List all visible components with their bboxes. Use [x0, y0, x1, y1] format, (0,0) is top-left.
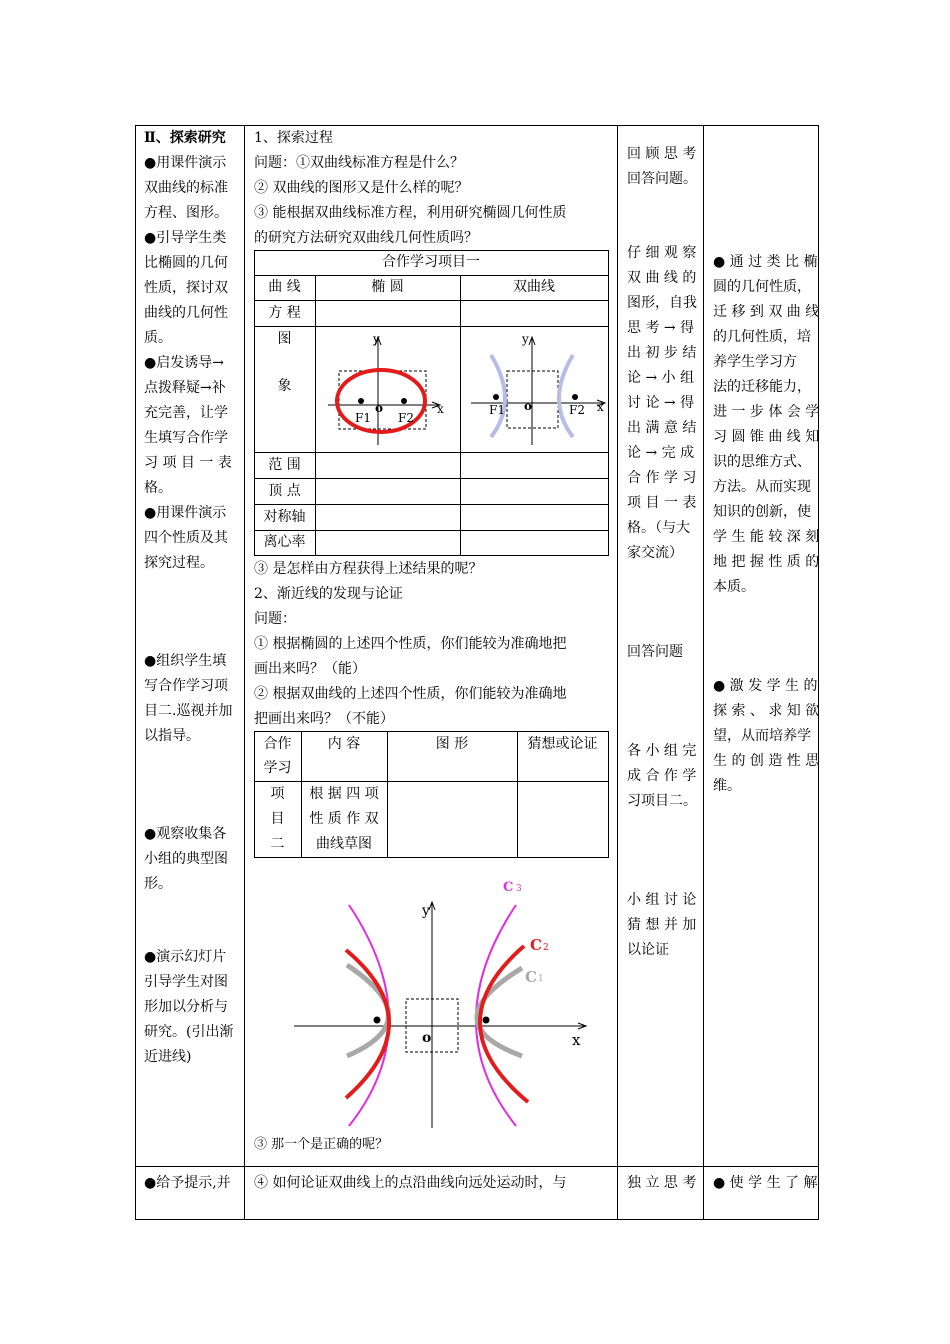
col2-line: ① 根据椭圆的上述四个性质，你们能较为准确地把 — [254, 636, 567, 652]
col4-line: 探 索 、 求 知 欲 — [713, 703, 820, 719]
focus-point-f2 — [401, 398, 407, 404]
section-heading: Ⅱ、探索研究 — [144, 130, 226, 146]
col1-line: 双曲线的标准 — [144, 180, 228, 196]
col3-line: 独 立 思 考 — [627, 1175, 697, 1191]
col4-line: 学 生 能 较 深 刻 — [713, 529, 820, 545]
label-c1-sub: 1 — [538, 974, 544, 984]
table2-header: 合作 — [263, 736, 292, 752]
col1-line: 形。 — [144, 876, 172, 892]
col4-line: 望，从而培养学 — [713, 728, 811, 744]
ellipse-f2-label: F2 — [398, 411, 414, 425]
col3-line: 论 → 完 成 — [627, 445, 695, 461]
col4-line: 养学生学习方 — [713, 354, 797, 370]
col1-line: 以指导。 — [144, 728, 200, 744]
table2-item: 目 — [270, 811, 285, 827]
focus-point-f1 — [358, 398, 364, 404]
col1-line: 四个性质及其 — [144, 530, 228, 546]
col4-line: 圆的几何性质， — [713, 279, 811, 295]
ellipse-f1-label: F1 — [355, 411, 371, 425]
table1-row-label: 离心率 — [263, 534, 306, 550]
col3-line: 回 顾 思 考 — [627, 146, 697, 162]
col3-line: 小 组 讨 论 — [627, 892, 697, 908]
col3-line: 合 作 学 习 — [627, 470, 697, 486]
col1-line: ●用课件演示 — [144, 505, 227, 521]
col1-line: 方程、图形。 — [144, 205, 228, 221]
col3-line: 出 初 步 结 — [627, 345, 697, 361]
col1-line: 近进线) — [144, 1049, 192, 1065]
hyperbola-origin-label: o — [524, 399, 533, 413]
col1-line: 点拨释疑→补 — [144, 380, 226, 396]
ellipse-y-label: y — [373, 332, 380, 346]
focus-point-right — [483, 1017, 490, 1024]
col1-line: 性质，探讨双 — [144, 280, 228, 296]
table1-title: 合作学习项目一 — [382, 254, 480, 270]
focus-point-f1 — [493, 394, 499, 400]
col3-line: 思 考 → 得 — [627, 320, 695, 336]
col4-line: 知识的创新，使 — [713, 504, 811, 520]
table2-item: 项 — [270, 786, 285, 802]
col4-line: 方法。从而实现 — [713, 479, 811, 495]
col2-line: 问题：①双曲线标准方程是什么？ — [254, 155, 464, 171]
big-y-label: y — [422, 903, 430, 919]
col1-line: 引导学生对图 — [144, 974, 228, 990]
hyperbola-right-branch — [559, 355, 573, 437]
ellipse-origin-label: o — [375, 401, 384, 415]
col1-line: 格。 — [144, 480, 172, 496]
focus-point-f2 — [572, 394, 578, 400]
col3-line: 以论证 — [627, 942, 669, 958]
col1-line: 生填写合作学 — [144, 430, 228, 446]
col4-line: 维。 — [713, 778, 741, 794]
col1-line: ●给予提示,并 — [144, 1175, 231, 1191]
col1-line: 研究。(引出渐 — [144, 1024, 234, 1040]
col2-line: ③ 那一个是正确的呢？ — [254, 1137, 389, 1152]
table2-header: 猜想或论证 — [527, 736, 598, 752]
col2-line: ③ 能根据双曲线标准方程，利用研究椭圆几何性质 — [254, 205, 567, 221]
col1-line: ●观察收集各 — [144, 826, 227, 842]
col2-line: 把画出来吗？（不能） — [254, 711, 394, 727]
col3-line: 习项目二。 — [627, 793, 697, 809]
col1-line: 形加以分析与 — [144, 999, 228, 1015]
col4-line: 生 的 创 造 性 思 — [713, 753, 820, 769]
label-c1: C — [525, 968, 537, 986]
col2-line: 1、探索过程 — [254, 130, 333, 146]
hyperbola-f2-label: F2 — [569, 403, 585, 417]
table2-item: 二 — [270, 836, 285, 852]
focus-point-left — [374, 1017, 381, 1024]
col3-line: 讨 论 → 得 — [627, 395, 695, 411]
col1-line: 习 项 目 一 表 — [144, 455, 232, 471]
col1-line: 探究过程。 — [144, 555, 214, 571]
col1-line: ●用课件演示 — [144, 155, 227, 171]
label-c3: C — [503, 880, 514, 895]
col4-line: 识的思维方式、 — [713, 454, 811, 470]
col4-line: ● 通 过 类 比 椭 — [713, 254, 818, 270]
col3-line: 回答问题 — [627, 644, 683, 660]
table2-header: 学习 — [263, 760, 292, 776]
col4-line: 习 圆 锥 曲 线 知 — [713, 429, 820, 445]
col2-line: ③ 是怎样由方程获得上述结果的呢？ — [254, 561, 483, 577]
table1-header: 双曲线 — [513, 279, 555, 295]
hyperbola-f1-label: F1 — [489, 403, 505, 417]
hyperbola-small-figure — [461, 327, 608, 452]
col4-line: 本质。 — [713, 579, 755, 595]
col4-line: 迁 移 到 双 曲 线 — [713, 304, 820, 320]
col1-line: 曲线的几何性 — [144, 305, 228, 321]
col3-line: 项 目 一 表 — [627, 495, 697, 511]
col1-line: 比椭圆的几何 — [144, 255, 228, 271]
table1-row-label: 对称轴 — [263, 509, 306, 525]
col4-line: 法的迁移能力， — [713, 379, 811, 395]
big-origin-label: o — [422, 1030, 432, 1046]
table1-row-label: 范 围 — [268, 457, 301, 473]
table1-row-label: 图 — [277, 331, 292, 347]
curve-c1-left — [347, 965, 389, 1056]
table1-header: 椭 圆 — [371, 279, 404, 295]
col3-line: 出 满 意 结 — [627, 420, 697, 436]
col3-line: 成 合 作 学 — [627, 768, 697, 784]
col4-line: 的几何性质，培 — [713, 329, 811, 345]
col1-line: ●启发诱导→ — [144, 355, 224, 371]
col3-line: 仔 细 观 察 — [627, 245, 697, 261]
col1-line: ●演示幻灯片 — [144, 949, 227, 965]
label-c2-sub: 2 — [543, 943, 549, 953]
col3-line: 猜 想 并 加 — [627, 917, 697, 933]
ellipse-figure — [316, 327, 460, 452]
col4-line: ● 激 发 学 生 的 — [713, 678, 818, 694]
curve-c3-left — [349, 905, 389, 1126]
col3-line: 回答问题。 — [627, 171, 697, 187]
table2-content: 性 质 作 双 — [309, 811, 379, 827]
table1-row-label: 象 — [277, 378, 292, 394]
col2-line: 问题： — [254, 611, 296, 627]
table1-row-label: 顶 点 — [268, 483, 301, 499]
col3-line: 图形，自我 — [627, 295, 697, 311]
col3-line: 家交流） — [627, 545, 683, 561]
label-c2: C — [530, 936, 542, 954]
col1-line: 充完善，让学 — [144, 405, 228, 421]
col4-line: ● 使 学 生 了 解 — [713, 1175, 818, 1191]
col2-line: ② 双曲线的图形又是什么样的呢？ — [254, 180, 469, 196]
col2-line: 2、渐近线的发现与论证 — [254, 586, 403, 602]
table2-header: 内 容 — [327, 736, 361, 752]
col1-line: 目二.巡视并加 — [144, 703, 233, 719]
col2-line: 画出来吗？（能） — [254, 661, 366, 677]
asymptote-figure — [254, 870, 608, 1135]
table2-content: 根 据 四 项 — [309, 786, 379, 802]
col3-line: 各 小 组 完 — [627, 743, 697, 759]
table1-row-label: 方 程 — [268, 305, 301, 321]
col1-line: 质。 — [144, 330, 172, 346]
table1-header: 曲 线 — [268, 279, 301, 295]
col3-line: 格。（与大 — [627, 520, 690, 536]
col2-line: 的研究方法研究双曲线几何性质吗？ — [254, 230, 478, 246]
table2-header: 图 形 — [435, 736, 469, 752]
col3-line: 论 → 小 组 — [627, 370, 695, 386]
col1-line: 写合作学习项 — [144, 678, 228, 694]
col1-line: ●引导学生类 — [144, 230, 227, 246]
col2-line: ④ 如何论证双曲线上的点沿曲线向远处运动时，与 — [254, 1175, 567, 1191]
label-c3-sub: 3 — [516, 884, 522, 894]
col2-line: ② 根据双曲线的上述四个性质，你们能较为准确地 — [254, 686, 567, 702]
col3-line: 双 曲 线 的 — [627, 270, 697, 286]
table2-content: 曲线草图 — [316, 836, 372, 852]
ellipse-x-label: x — [437, 402, 444, 416]
col4-line: 进 一 步 体 会 学 — [713, 404, 820, 420]
col1-line: ●组织学生填 — [144, 653, 227, 669]
big-x-label: x — [572, 1031, 581, 1049]
col4-line: 地 把 握 性 质 的 — [713, 554, 820, 570]
hyperbola-y-label: y — [522, 332, 529, 346]
hyperbola-x-label: x — [597, 400, 604, 414]
col1-line: 小组的典型图 — [144, 851, 228, 867]
